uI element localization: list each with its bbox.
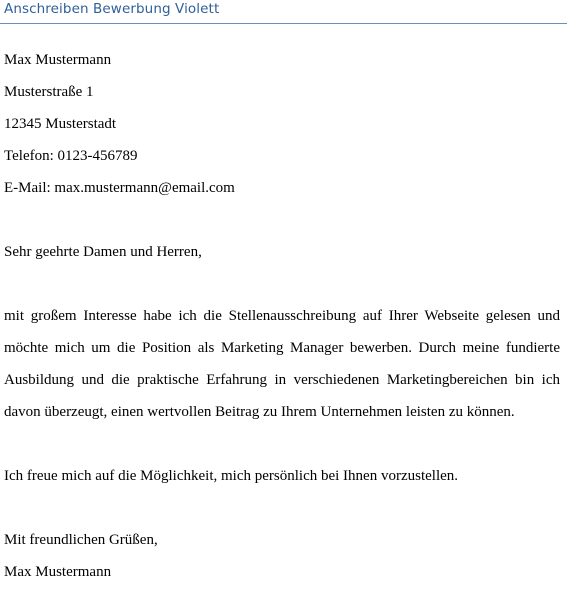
closing-paragraph: Ich freue mich auf die Möglichkeit, mich persönlich bei Ihnen vorzustellen. — [4, 468, 459, 484]
body-paragraph: mit großem Interesse habe ich die Stellenausschreibung auf Ihrer Webseite gelesen und möchte mich um die Position als Marketing Manager bewerben. Durch meine fundierte Ausbildung und die praktische Erfahrung in verschiedenen Marketingbereichen bin ich davon überzeugt, einen wertvollen Beitrag zu Ihrem Unternehmen leisten zu können. — [4, 308, 560, 420]
spacer — [4, 492, 560, 524]
sender-city: 12345 Musterstadt — [4, 116, 117, 132]
spacer — [4, 204, 560, 236]
document-header — [0, 0, 567, 24]
sender-name: Max Mustermann — [4, 52, 112, 68]
spacer — [4, 428, 560, 460]
letter-body — [4, 44, 560, 588]
document-title: Anschreiben Bewerbung Violett — [4, 1, 220, 17]
spacer — [4, 268, 560, 300]
signature-name: Max Mustermann — [4, 564, 112, 580]
greeting: Mit freundlichen Grüßen, — [4, 532, 158, 548]
sender-phone: Telefon: 0123-456789 — [4, 148, 138, 164]
salutation: Sehr geehrte Damen und Herren, — [4, 244, 202, 260]
sender-street: Musterstraße 1 — [4, 84, 94, 100]
sender-email: E-Mail: max.mustermann@email.com — [4, 180, 235, 196]
